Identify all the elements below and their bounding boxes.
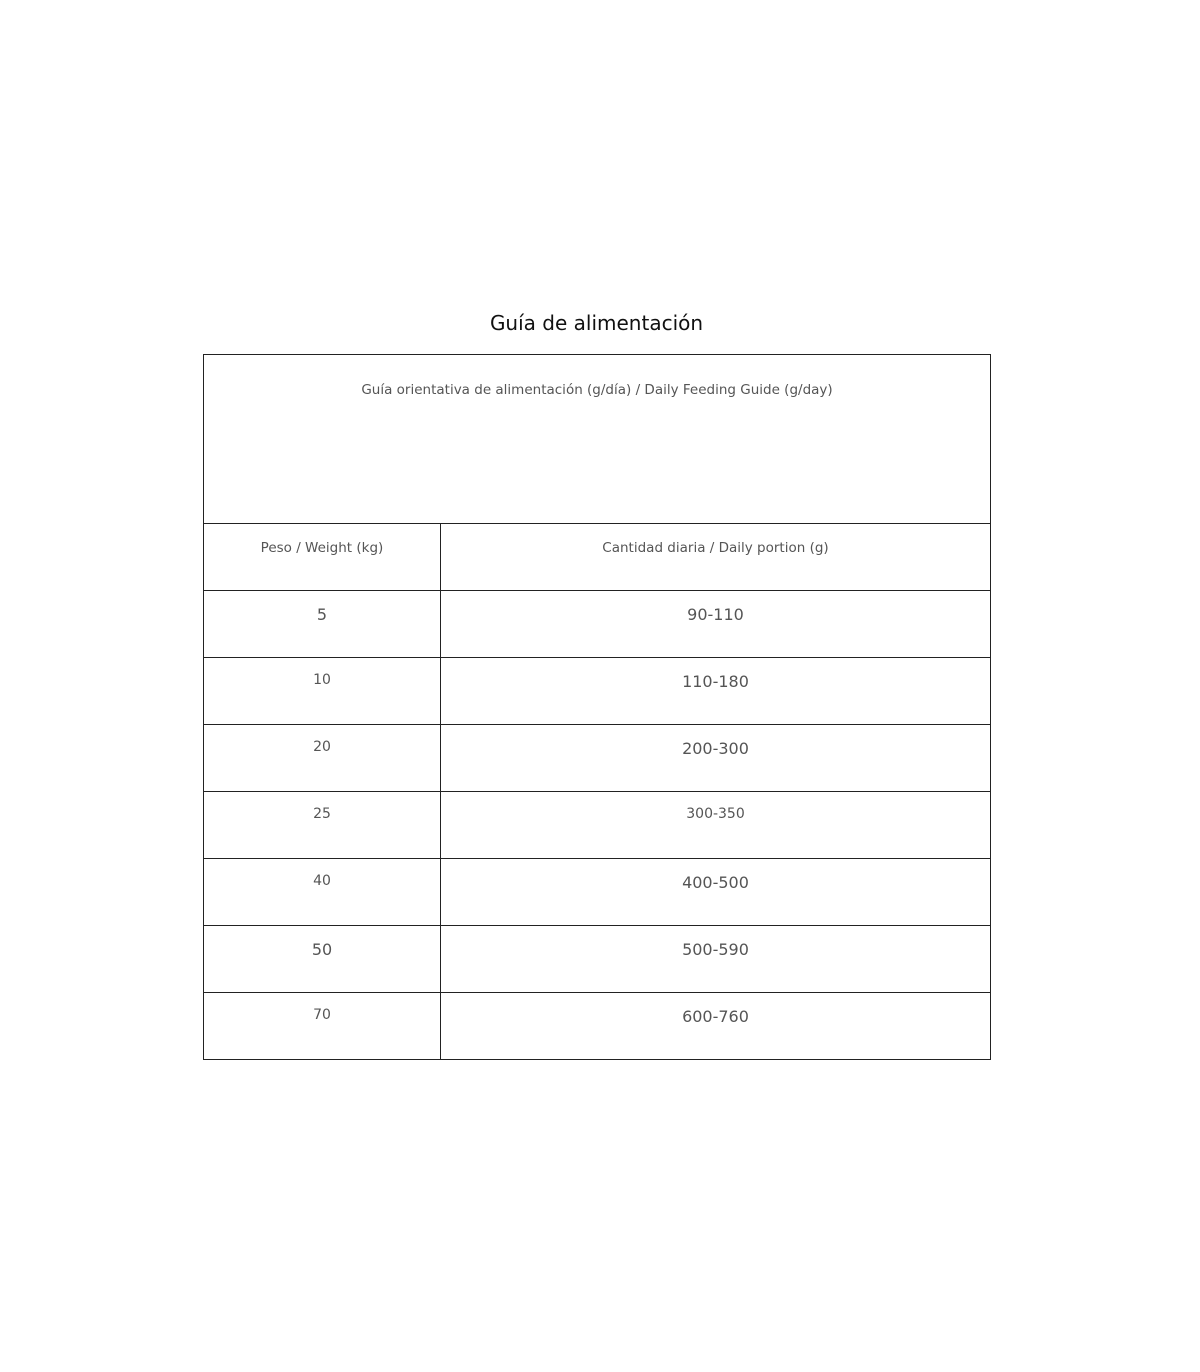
portion-value: 600-760 (682, 1007, 749, 1026)
portion-value: 300-350 (686, 806, 745, 822)
portion-value: 400-500 (682, 873, 749, 892)
portion-value: 500-590 (682, 940, 749, 959)
weight-value: 50 (311, 940, 333, 959)
portion-header: Cantidad diaria / Daily portion (g) (602, 540, 829, 556)
portion-cell (441, 859, 991, 926)
feeding-guide-table (203, 354, 991, 1060)
weight-value: 5 (316, 605, 328, 624)
weight-value: 10 (313, 672, 331, 688)
table-row (204, 993, 991, 1060)
portion-cell (441, 591, 991, 658)
portion-value: 110-180 (682, 672, 749, 691)
weight-cell (204, 792, 441, 859)
portion-cell (441, 926, 991, 993)
weight-value: 25 (313, 806, 331, 822)
table-row (204, 591, 991, 658)
table-header-row (204, 524, 991, 591)
table-row (204, 926, 991, 993)
portion-header-cell (441, 524, 991, 591)
weight-value: 70 (313, 1007, 331, 1023)
portion-cell (441, 725, 991, 792)
portion-value: 200-300 (682, 739, 749, 758)
portion-cell (441, 658, 991, 725)
table-row (204, 859, 991, 926)
weight-header: Peso / Weight (kg) (260, 540, 384, 556)
weight-value: 20 (313, 739, 331, 755)
table-row (204, 792, 991, 859)
table-row (204, 725, 991, 792)
table-row (204, 658, 991, 725)
weight-header-cell (204, 524, 441, 591)
table-caption: Guía orientativa de alimentación (g/día) / Daily Feeding Guide (g/day) (361, 382, 833, 398)
weight-cell (204, 658, 441, 725)
weight-cell (204, 859, 441, 926)
portion-value: 90-110 (687, 605, 744, 624)
portion-cell (441, 993, 991, 1060)
page-title: Guía de alimentación (489, 311, 704, 335)
weight-cell (204, 926, 441, 993)
weight-cell (204, 725, 441, 792)
portion-cell (441, 792, 991, 859)
table-caption-cell (204, 355, 991, 524)
weight-cell (204, 591, 441, 658)
table-caption-row (204, 355, 991, 524)
weight-cell (204, 993, 441, 1060)
weight-value: 40 (313, 873, 331, 889)
